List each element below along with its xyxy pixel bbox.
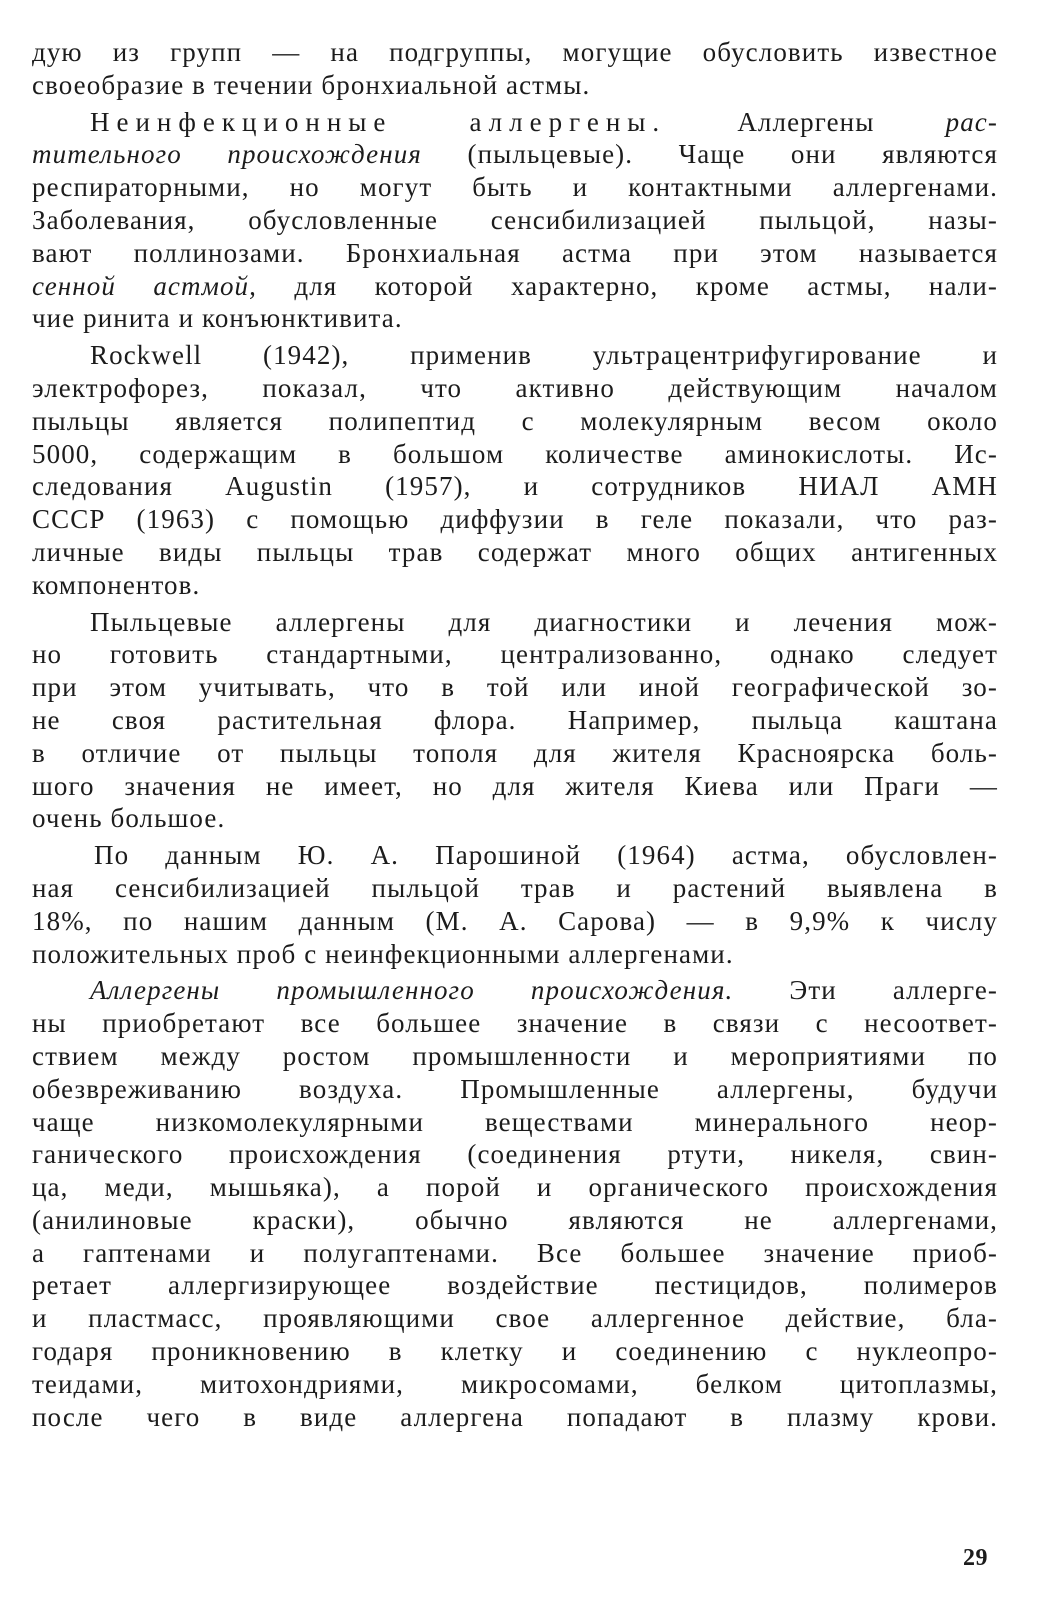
text-line: чие ринита и конъюнктивита. xyxy=(32,303,403,334)
text-line: следования Augustin (1957), и сотрудников НИАЛ АМН xyxy=(32,471,998,502)
paragraph xyxy=(32,606,998,836)
italic-run: Аллергены промышленного происхождения. xyxy=(90,975,734,1006)
text-line xyxy=(32,106,998,139)
text-line: личные виды пыльцы трав содержат много общих антигенных xyxy=(32,536,998,567)
text-line: ретает аллергизирующее воздействие пестицидов, полимеров xyxy=(32,1270,998,1301)
text-line: очень большое. xyxy=(32,803,226,834)
text-line: годаря проникновению в клетку и соединению с нуклеопро- xyxy=(32,1336,998,1367)
text-line: после чего в виде аллергена попадают в плазму крови. xyxy=(32,1401,998,1432)
italic-run: рас- xyxy=(945,106,998,137)
paragraph xyxy=(32,839,998,970)
text-line: при этом учитывать, что в той или иной географической зо- xyxy=(32,672,998,703)
text-line: электрофорез, показал, что активно действующим началом xyxy=(32,372,998,403)
text-line: теидами, митохондриями, микросомами, белком цитоплазмы, xyxy=(32,1368,998,1399)
italic-run: сенной астмой, xyxy=(32,270,258,301)
paragraph xyxy=(32,339,998,601)
page-number: 29 xyxy=(963,1545,988,1571)
text-line xyxy=(32,138,998,171)
text-line: (анилиновые краски), обычно являются не аллергенами, xyxy=(32,1204,998,1235)
text-line: компонентов. xyxy=(32,569,201,600)
paragraph xyxy=(32,974,998,1433)
text-line xyxy=(32,270,998,303)
text-line: дую из групп — на подгруппы, могущие обусловить известное xyxy=(32,37,998,67)
text-line: ца, меди, мышьяка), а порой и органического происхождения xyxy=(32,1172,998,1203)
text-line: респираторными, но могут быть и контактными аллергенами. xyxy=(32,172,998,203)
text-line: Пыльцевые аллергены для диагностики и лечения мож- xyxy=(90,606,998,637)
text-line: вают поллинозами. Бронхиальная астма при этом называется xyxy=(32,237,998,268)
text-run: (пыльцевые). Чаще они являются xyxy=(421,139,998,170)
book-page xyxy=(32,36,998,1536)
text-run: Эти аллерге- xyxy=(733,975,998,1006)
text-line: СССР (1963) с помощью диффузии в геле показали, что раз- xyxy=(32,504,998,535)
text-line: пыльцы является полипептид с молекулярным весом около xyxy=(32,405,998,436)
text-line xyxy=(32,974,998,1007)
text-line: и пластмасс, проявляющими свое аллергенное действие, бла- xyxy=(32,1303,998,1334)
text-line: Заболевания, обусловленные сенсибилизацией пыльцой, назы- xyxy=(32,204,998,235)
text-line: ная сенсибилизацией пыльцой трав и растений выявлена в xyxy=(32,872,998,903)
text-line: обезвреживанию воздуха. Промышленные аллергены, будучи xyxy=(32,1073,998,1104)
text-line: ствием между ростом промышленности и мероприятиями по xyxy=(32,1040,998,1071)
text-line: ны приобретают все большее значение в связи с несоответ- xyxy=(32,1008,998,1039)
text-line: своеобразие в течении бронхиальной астмы. xyxy=(32,69,591,100)
text-line: а гаптенами и полугаптенами. Все большее значение приоб- xyxy=(32,1237,998,1268)
text-line: По данным Ю. А. Парошиной (1964) астма, обусловлен- xyxy=(94,840,998,871)
text-line: шого значения не имеет, но для жителя Киева или Праги — xyxy=(32,770,998,801)
paragraph xyxy=(32,106,998,336)
text-line: 5000, содержащим в большом количестве аминокислоты. Ис- xyxy=(32,438,998,469)
paragraph xyxy=(32,36,998,102)
italic-run: тительного происхождения xyxy=(32,139,422,170)
text-run: для которой характерно, кроме астмы, нали- xyxy=(257,270,999,301)
text-line: в отличие от пыльцы тополя для жителя Красноярска боль- xyxy=(32,737,998,768)
text-line: положительных проб с неинфекционными аллергенами. xyxy=(32,938,734,969)
text-line: не своя растительная флора. Например, пыльца каштана xyxy=(32,704,998,735)
text-line: 18%, по нашим данным (М. А. Сарова) — в 9,9% к числу xyxy=(32,905,998,936)
text-line: чаще низкомолекулярными веществами минерального неор- xyxy=(32,1106,998,1137)
text-run: Аллергены xyxy=(666,106,946,137)
spaced-heading: Неинфекционные аллергены. xyxy=(90,106,667,137)
text-line: ганического происхождения (соединения ртути, никеля, свин- xyxy=(32,1139,998,1170)
text-line: Rockwell (1942), применив ультрацентрифугирование и xyxy=(90,340,998,371)
text-line: но готовить стандартными, централизованно, однако следует xyxy=(32,639,998,670)
